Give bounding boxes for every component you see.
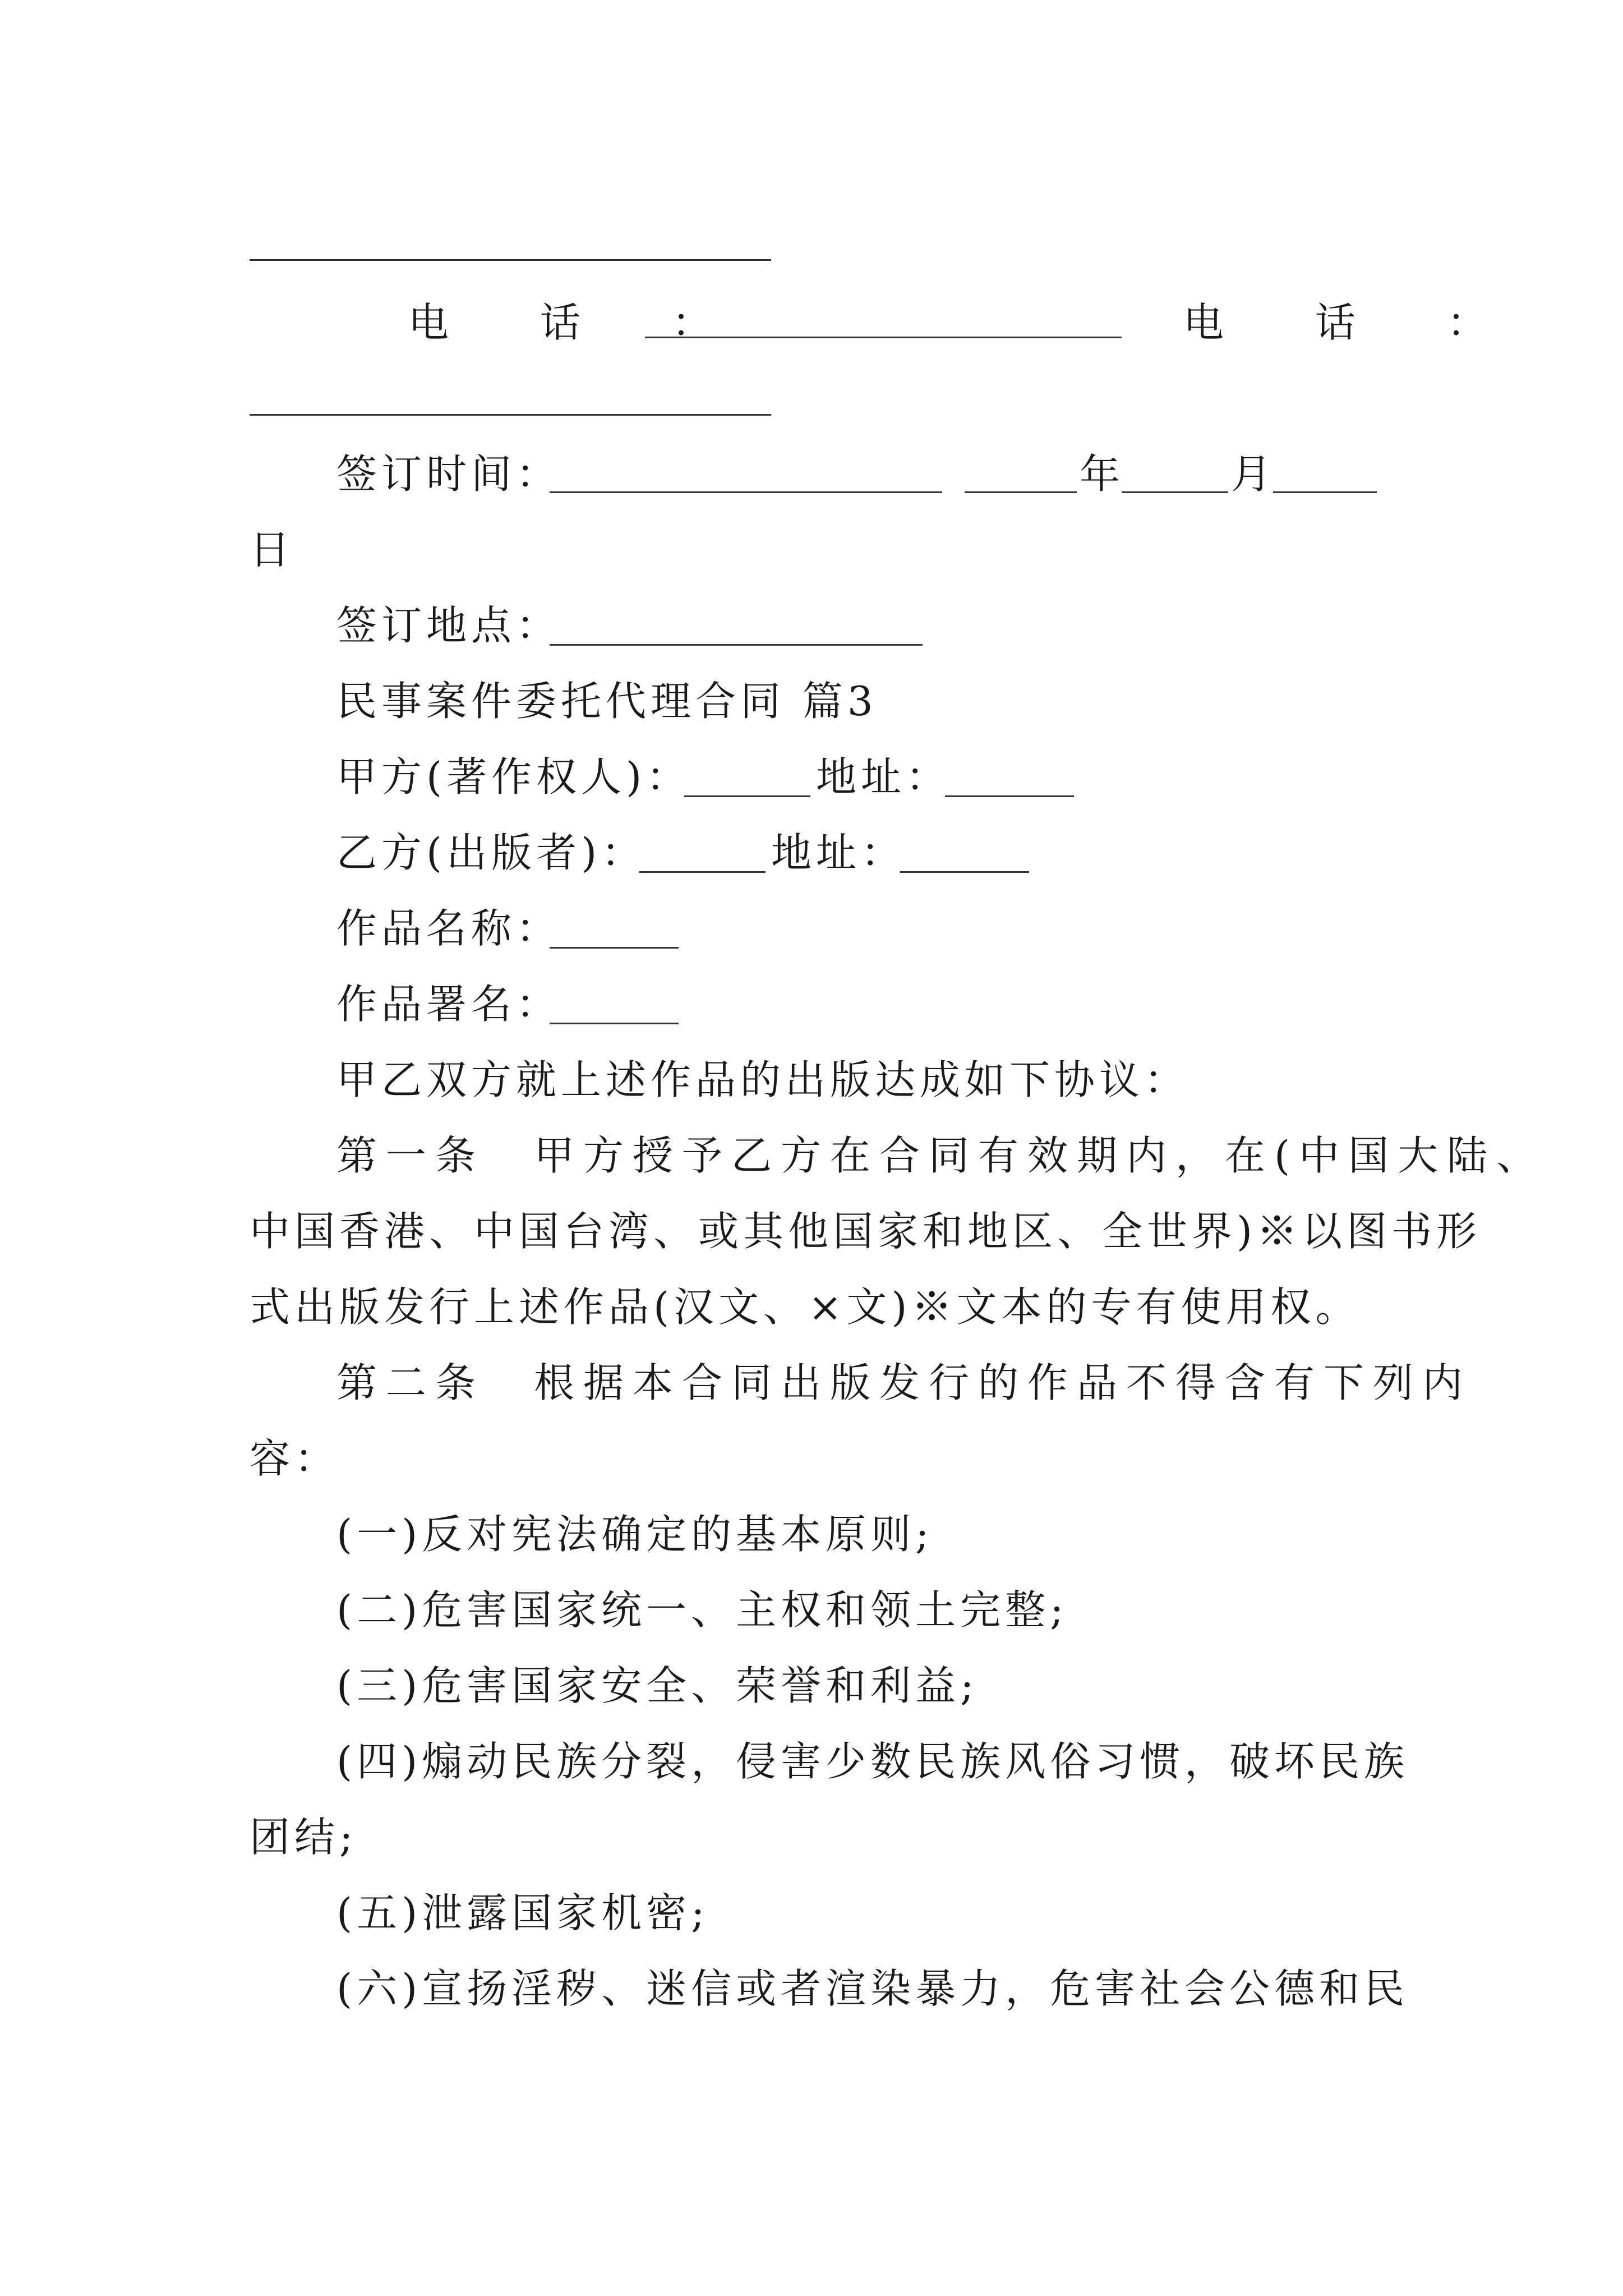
party-a-address-blank (945, 795, 1074, 797)
article1-line2: 中国香港、中国台湾、或其他国家和地区、全世界)※以图书形 (250, 1208, 1482, 1255)
year-blank (965, 491, 1077, 493)
month-label: 月 (1231, 450, 1276, 498)
sign-place-label: 签订地点： (336, 602, 561, 649)
phone-label-left: 电 话 ： (408, 299, 751, 346)
party-b-address-blank (900, 871, 1029, 873)
top-underline (250, 259, 771, 261)
phone-label-right: 电 话 ： (1183, 299, 1527, 346)
agreement-intro: 甲乙双方就上述作品的出版达成如下协议： (336, 1056, 1189, 1103)
day-label: 日 (250, 526, 295, 573)
item-5: (五)泄露国家机密; (336, 1889, 709, 1936)
party-b-label: 乙方(出版者)： (336, 829, 647, 876)
work-signature-blank (550, 1023, 679, 1024)
party-b-address-label: 地址： (771, 829, 906, 876)
work-signature-label: 作品署名： (336, 981, 561, 1028)
work-name-label: 作品名称： (336, 905, 561, 952)
section-title: 民事案件委托代理合同 篇3 (336, 678, 878, 725)
day-blank (1273, 491, 1377, 493)
work-name-blank (550, 947, 679, 949)
sign-place-blank (550, 644, 923, 646)
article2-line2: 容： (250, 1435, 340, 1482)
phone-blank-right (250, 414, 771, 416)
item-4-line1: (四)煽动民族分裂，侵害少数民族风俗习惯，破坏民族 (336, 1738, 1409, 1785)
year-label: 年 (1080, 450, 1125, 498)
month-blank (1122, 491, 1228, 493)
item-2: (二)危害国家统一、主权和领土完整; (336, 1586, 1068, 1634)
party-a-address-label: 地址： (816, 753, 951, 800)
phone-blank-left (645, 337, 1122, 338)
party-a-blank (684, 795, 810, 797)
sign-time-blank (550, 491, 942, 493)
party-b-blank (639, 871, 766, 873)
article1-line1: 第一条 甲方授予乙方在合同有效期内，在(中国大陆、 (336, 1132, 1546, 1179)
item-3: (三)危害国家安全、荣誉和利益; (336, 1662, 979, 1709)
article2-line1: 第二条 根据本合同出版发行的作品不得含有下列内 (336, 1359, 1472, 1406)
item-1: (一)反对宪法确定的基本原则; (336, 1511, 934, 1558)
article1-line3: 式出版发行上述作品(汉文、×文)※文本的专有使用权。 (250, 1283, 1361, 1331)
item-4-line2: 团结; (250, 1814, 358, 1861)
sign-time-label: 签订时间： (336, 450, 561, 498)
party-a-label: 甲方(著作权人)： (336, 753, 691, 800)
item-6: (六)宣扬淫秽、迷信或者渲染暴力，危害社会公德和民 (336, 1965, 1409, 2012)
